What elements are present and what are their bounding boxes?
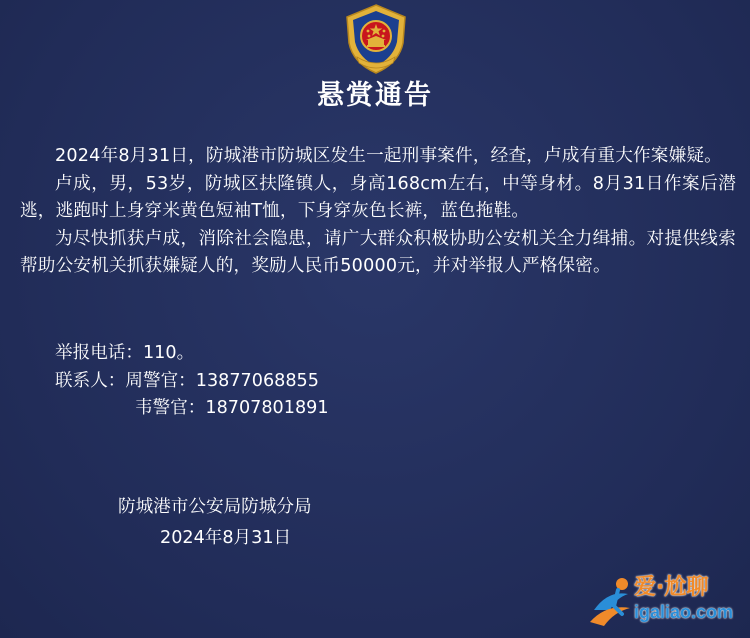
watermark-brand: 爱·尬聊 — [634, 575, 709, 600]
contact-line-2 — [135, 395, 329, 422]
contact-label: 联系人： — [55, 371, 126, 391]
watermark — [588, 568, 744, 632]
contact-phone-1: 13877068855 — [195, 371, 319, 391]
runner-logo-icon — [588, 570, 636, 630]
issuer: 防城港市公安局防城分局 — [118, 497, 312, 517]
paragraph-reward: 为尽快抓获卢成，消除社会隐患，请广大群众积极协助公安机关全力缉捕。对提供线索帮助公安机关抓获嫌疑人的，奖励人民币50000元，并对举报人严格保密。 — [20, 228, 736, 276]
hotline-value: 110。 — [142, 343, 195, 363]
contact-name-2: 韦警官： — [135, 398, 206, 418]
contact-name-1: 周警官： — [125, 371, 196, 391]
notice-title: 悬赏通告 — [317, 80, 433, 111]
paragraph-suspect: 卢成，男，53岁，防城区扶隆镇人，身高168cm左右，中等身材。8月31日作案后潜逃，逃跑时上身穿米黄色短袖T恤，下身穿灰色长裤，蓝色拖鞋。 — [20, 173, 736, 221]
paragraph-case: 2024年8月31日，防城港市防城区发生一起刑事案件，经查，卢成有重大作案嫌疑。 — [55, 146, 722, 166]
watermark-url: igaliao.com — [634, 602, 734, 622]
hotline-line — [55, 340, 194, 367]
notice-body — [20, 143, 736, 281]
police-emblem-icon — [343, 3, 409, 75]
hotline-label: 举报电话： — [55, 343, 143, 363]
issue-date: 2024年8月31日 — [160, 528, 292, 548]
contact-line-1 — [55, 368, 319, 395]
contact-phone-2: 18707801891 — [205, 398, 329, 418]
